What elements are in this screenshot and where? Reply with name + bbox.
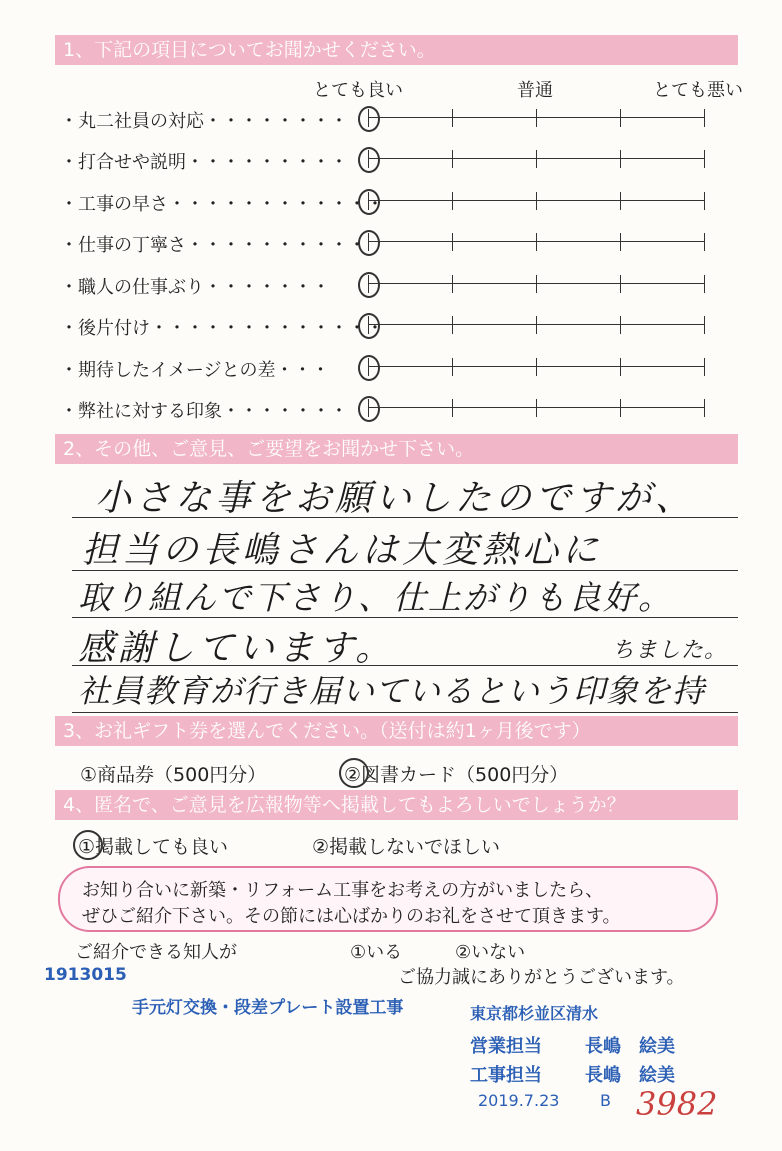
publish-option-1[interactable]: ①掲載しても良い [78, 836, 229, 858]
scale-point-4[interactable] [620, 150, 621, 168]
rating-scale[interactable] [368, 158, 705, 159]
location: 東京都杉並区清水 [470, 1004, 599, 1023]
referral-option-1[interactable]: ①いる [350, 942, 403, 963]
scale-point-2[interactable] [452, 358, 453, 376]
selected-rating-circle [358, 106, 380, 132]
scale-point-3[interactable] [536, 316, 537, 334]
rating-scale[interactable] [368, 324, 705, 325]
rating-scale[interactable] [368, 366, 705, 367]
selected-rating-circle [358, 189, 380, 215]
writing-rule [72, 712, 738, 713]
scale-point-4[interactable] [620, 316, 621, 334]
gift-option-1[interactable]: ①商品券（500円分） [80, 764, 267, 786]
selected-rating-circle [358, 230, 380, 256]
selected-gift-circle [339, 758, 369, 788]
scale-label-normal: 普通 [517, 80, 553, 101]
scale-point-4[interactable] [620, 358, 621, 376]
scale-point-5[interactable] [704, 192, 705, 210]
selected-rating-circle [358, 272, 380, 298]
rating-scale[interactable] [368, 407, 705, 408]
scale-point-3[interactable] [536, 109, 537, 127]
scale-point-2[interactable] [452, 233, 453, 251]
scale-point-5[interactable] [704, 358, 705, 376]
scale-point-3[interactable] [536, 399, 537, 417]
referral-box [58, 866, 718, 932]
scale-point-2[interactable] [452, 275, 453, 293]
rating-scale[interactable] [368, 200, 705, 201]
referral-option-2[interactable]: ②いない [455, 942, 526, 963]
rating-scale[interactable] [368, 117, 705, 118]
rating-label: ・弊社に対する印象・・・・・・・ [60, 401, 348, 422]
scale-point-5[interactable] [704, 399, 705, 417]
scale-label-best: とても良い [313, 80, 403, 101]
section3-title: 3、お礼ギフト券を選んでください。（送付は約1ヶ月後です） [55, 716, 738, 746]
scale-point-3[interactable] [536, 192, 537, 210]
rating-scale[interactable] [368, 283, 705, 284]
scale-point-2[interactable] [452, 399, 453, 417]
rating-label: ・職人の仕事ぶり・・・・・・・ [60, 277, 330, 298]
sales-name: 長嶋 絵美 [585, 1036, 675, 1057]
rating-scale[interactable] [368, 241, 705, 242]
referral-line-1: お知り合いに新築・リフォーム工事をお考えの方がいましたら、 [82, 880, 604, 901]
scale-point-2[interactable] [452, 316, 453, 334]
referral-question: ご紹介できる知人が [75, 942, 237, 963]
section1-title: 1、下記の項目についてお聞かせください。 [55, 35, 738, 65]
gift-option-2[interactable]: ②図書カード（500円分） [344, 764, 569, 786]
scale-point-4[interactable] [620, 233, 621, 251]
selected-rating-circle [358, 147, 380, 173]
referral-line-2: ぜひご紹介下さい。その節には心ばかりのお礼をさせて頂きます。 [82, 906, 621, 927]
scale-point-5[interactable] [704, 233, 705, 251]
rating-label: ・後片付け・・・・・・・・・・・・・ [60, 318, 384, 339]
sales-label: 営業担当 [470, 1036, 542, 1057]
selected-rating-circle [358, 313, 380, 339]
scale-point-4[interactable] [620, 109, 621, 127]
scale-point-2[interactable] [452, 192, 453, 210]
rating-label: ・打合せや説明・・・・・・・・・ [60, 152, 348, 173]
scale-label-worst: とても悪い [653, 80, 743, 101]
selected-rating-circle [358, 355, 380, 381]
date: 2019.7.23 [478, 1091, 560, 1110]
scale-point-5[interactable] [704, 275, 705, 293]
record-id: 1913015 [44, 965, 127, 985]
scale-point-3[interactable] [536, 358, 537, 376]
scale-point-3[interactable] [536, 150, 537, 168]
scale-point-2[interactable] [452, 109, 453, 127]
comment-line: 小さな事をお願いしたのですが、 [95, 478, 696, 519]
rating-label: ・期待したイメージとの差・・・ [60, 360, 330, 381]
work-description: 手元灯交換・段差プレート設置工事 [132, 998, 404, 1018]
grade: B [600, 1091, 611, 1110]
publish-option-2[interactable]: ②掲載しないでほしい [312, 836, 501, 858]
comment-line: 取り組んで下さり、仕上がりも良好。 [78, 578, 673, 617]
scale-point-4[interactable] [620, 275, 621, 293]
thanks-text: ご協力誠にありがとうございます。 [398, 967, 685, 988]
scale-point-5[interactable] [704, 316, 705, 334]
comment-note: ちました。 [612, 638, 728, 663]
scale-point-4[interactable] [620, 399, 621, 417]
handwritten-number: 3982 [636, 1085, 718, 1123]
selected-publish-circle [73, 830, 103, 860]
comment-line: 感謝しています。 [78, 628, 396, 669]
scale-point-5[interactable] [704, 150, 705, 168]
scale-point-5[interactable] [704, 109, 705, 127]
scale-point-3[interactable] [536, 275, 537, 293]
rating-label: ・仕事の丁寧さ・・・・・・・・・・ [60, 235, 366, 256]
section4-title: 4、匿名で、ご意見を広報物等へ掲載してもよろしいでしょうか？ [55, 790, 738, 820]
scale-point-4[interactable] [620, 192, 621, 210]
comment-line: 社員教育が行き届いているという印象を持 [78, 672, 706, 710]
scale-point-2[interactable] [452, 150, 453, 168]
comment-line: 担当の長嶋さんは大変熱心に [82, 530, 603, 571]
rating-label: ・工事の早さ・・・・・・・・・・・・ [60, 194, 384, 215]
construction-label: 工事担当 [470, 1065, 542, 1086]
scale-point-3[interactable] [536, 233, 537, 251]
construction-name: 長嶋 絵美 [585, 1065, 675, 1086]
rating-label: ・丸二社員の対応・・・・・・・・ [60, 111, 348, 132]
selected-rating-circle [358, 396, 380, 422]
section2-title: 2、その他、ご意見、ご要望をお聞かせ下さい。 [55, 434, 738, 464]
